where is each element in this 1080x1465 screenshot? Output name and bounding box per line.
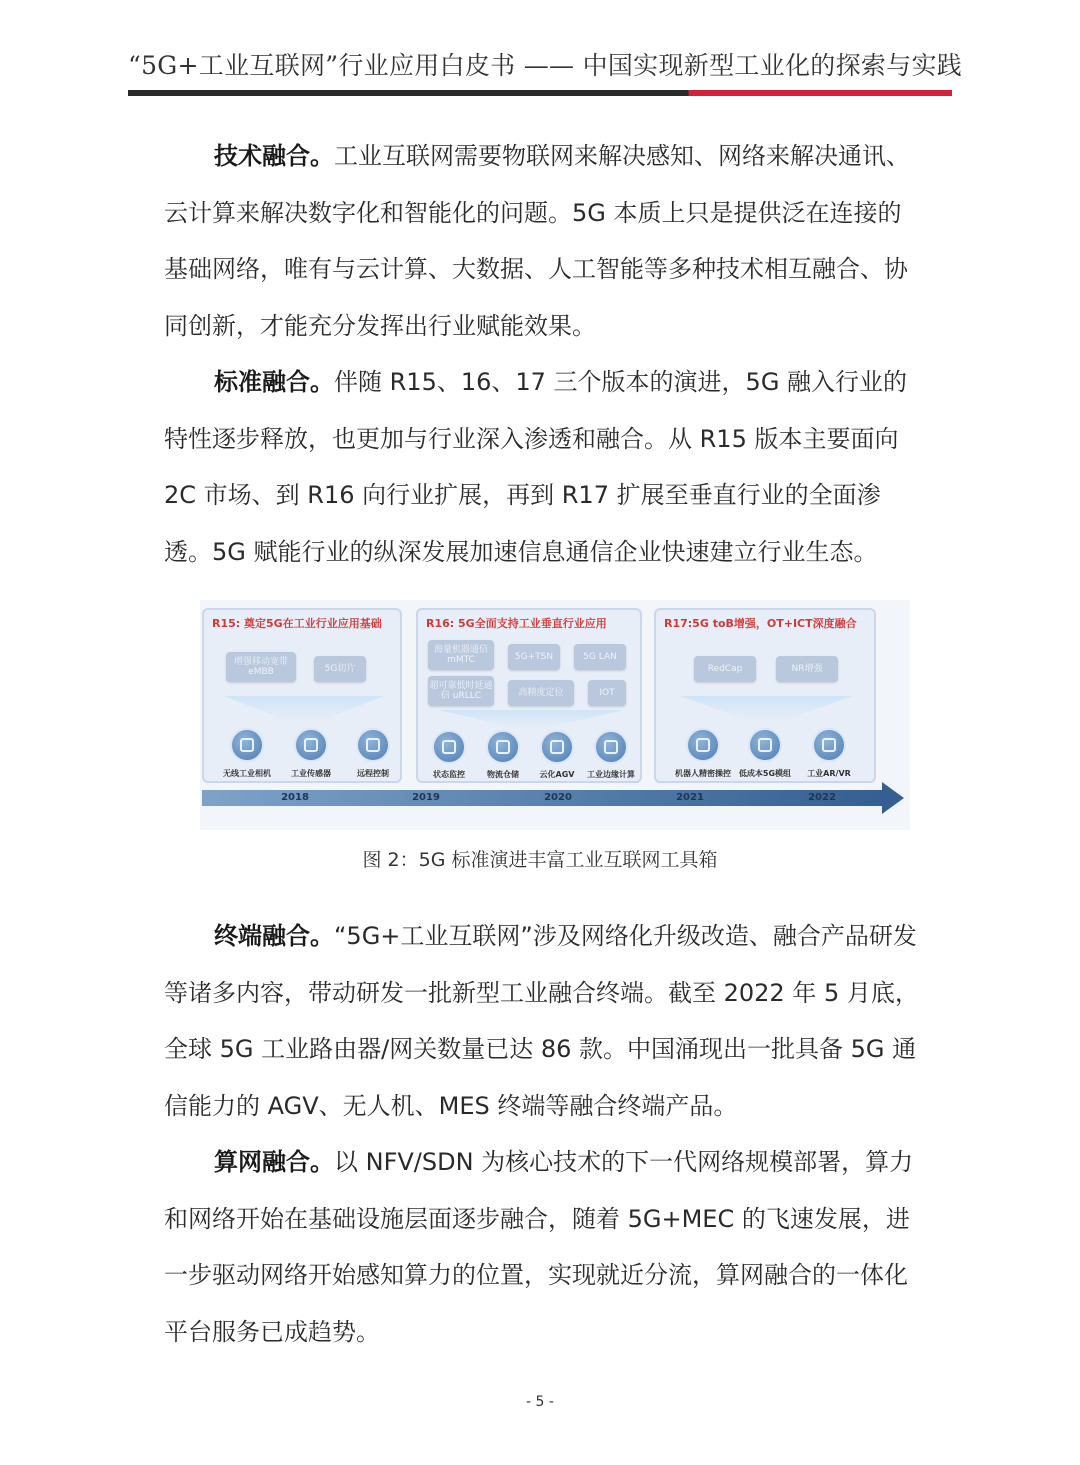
- app-label: 物流仓储: [487, 770, 519, 779]
- tag-mmtc: 海量机器通信 mMTC: [428, 640, 494, 670]
- camera-icon: [230, 728, 264, 762]
- app-label: 状态监控: [433, 770, 465, 779]
- panel-r15: [202, 608, 402, 783]
- year-label: 2021: [676, 792, 704, 803]
- edge-computing-icon: [594, 730, 628, 764]
- monitor-icon: [432, 730, 466, 764]
- app-label: 云化AGV: [539, 770, 575, 779]
- panel-r16: [416, 608, 642, 783]
- app-label: 工业边缘计算: [587, 770, 635, 779]
- agv-icon: [540, 730, 574, 764]
- panel-title: R16: 5G全面支持工业垂直行业应用: [426, 617, 607, 630]
- robot-icon: [686, 728, 720, 762]
- paragraph-lead: 技术融合。: [214, 142, 334, 170]
- figure-caption: 图 2：5G 标准演进丰富工业互联网工具箱: [362, 849, 718, 871]
- tag-5g-slicing: 5G切片: [314, 656, 366, 682]
- sensor-icon: [294, 728, 328, 762]
- timeline-arrow-icon: [882, 782, 904, 814]
- header-rule: [128, 90, 952, 96]
- vr-headset-icon: [812, 728, 846, 762]
- app-label: 工业传感器: [291, 769, 331, 778]
- tag-iot: IOT: [588, 680, 626, 706]
- remote-control-icon: [356, 728, 390, 762]
- year-label: 2022: [808, 792, 836, 803]
- year-label: 2020: [544, 792, 572, 803]
- truck-icon: [486, 730, 520, 764]
- paragraph-text: 伴随 R15、16、17 三个版本的演进，5G 融入行业的特性逐步释放，也更加与行业深入渗透和融合。从 R15 版本主要面向 2C 市场、到 R16 向行业扩展，再到 R17 扩展至垂直行业的全面渗透。5G 赋能行业的纵深发展加速信息通信企业快速建立行业生态。: [164, 368, 908, 566]
- year-label: 2019: [412, 792, 440, 803]
- panel-r17: [654, 608, 876, 783]
- tag-5g-lan: 5G LAN: [574, 644, 626, 670]
- tag-nr-enhance: NR增强: [776, 656, 838, 682]
- panel-title: R15: 奠定5G在工业行业应用基础: [212, 617, 382, 630]
- tag-urllc: 超可靠低时延通信 uRLLC: [428, 676, 494, 706]
- paragraph-standard-fusion: [164, 354, 924, 580]
- paragraph-lead: 终端融合。: [214, 922, 334, 950]
- paragraph-text: 以 NFV/SDN 为核心技术的下一代网络规模部署，算力和网络开始在基础设施层面逐步融合，随着 5G+MEC 的飞速发展，进一步驱动网络开始感知算力的位置，实现就近分流，算网融合的一体化平台服务已成趋势。: [164, 1148, 914, 1346]
- paragraph-computing-network-fusion: [164, 1134, 924, 1360]
- tag-redcap: RedCap: [694, 656, 756, 682]
- funnel-graphic: [438, 710, 624, 728]
- app-label: 远程控制: [357, 769, 389, 778]
- paragraph-text: “5G+工业互联网”涉及网络化升级改造、融合产品研发等诸多内容，带动研发一批新型工业融合终端。截至 2022 年 5 月底，全球 5G 工业路由器/网关数量已达 86 款。中国涌现出一批具备 5G 通信能力的 AGV、无人机、MES 终端等融合终端产品。: [164, 922, 919, 1120]
- app-label: 机器人精密操控: [675, 769, 731, 778]
- module-icon: [748, 728, 782, 762]
- app-label: 低成本5G模组: [738, 769, 792, 778]
- tag-5g-tsn: 5G+TSN: [508, 644, 560, 670]
- panel-title: R17:5G toB增强，OT+ICT深度融合: [664, 617, 857, 630]
- paragraph-lead: 标准融合。: [214, 368, 334, 396]
- paragraph-terminal-fusion: [164, 908, 924, 1134]
- funnel-graphic: [680, 696, 852, 722]
- page-number: - 5 -: [526, 1394, 554, 1410]
- app-label: 无线工业相机: [223, 769, 271, 778]
- tag-positioning: 高精度定位: [508, 680, 574, 706]
- paragraph-technology-fusion: [164, 128, 924, 354]
- paragraph-text: 工业互联网需要物联网来解决感知、网络来解决通讯、云计算来解决数字化和智能化的问题。5G 本质上只是提供泛在连接的基础网络，唯有与云计算、大数据、人工智能等多种技术相互融合、协同创新，才能充分发挥出行业赋能效果。: [164, 142, 910, 340]
- year-label: 2018: [281, 792, 309, 803]
- app-label: 工业AR/VR: [807, 769, 851, 778]
- figure-5g-standard-evolution: [200, 600, 910, 830]
- page-header-title: “5G+工业互联网”行业应用白皮书 —— 中国实现新型工业化的探索与实践: [128, 51, 963, 80]
- paragraph-lead: 算网融合。: [214, 1148, 334, 1176]
- tag-embb: 增强移动宽带 eMBB: [226, 652, 296, 682]
- funnel-graphic: [224, 696, 384, 722]
